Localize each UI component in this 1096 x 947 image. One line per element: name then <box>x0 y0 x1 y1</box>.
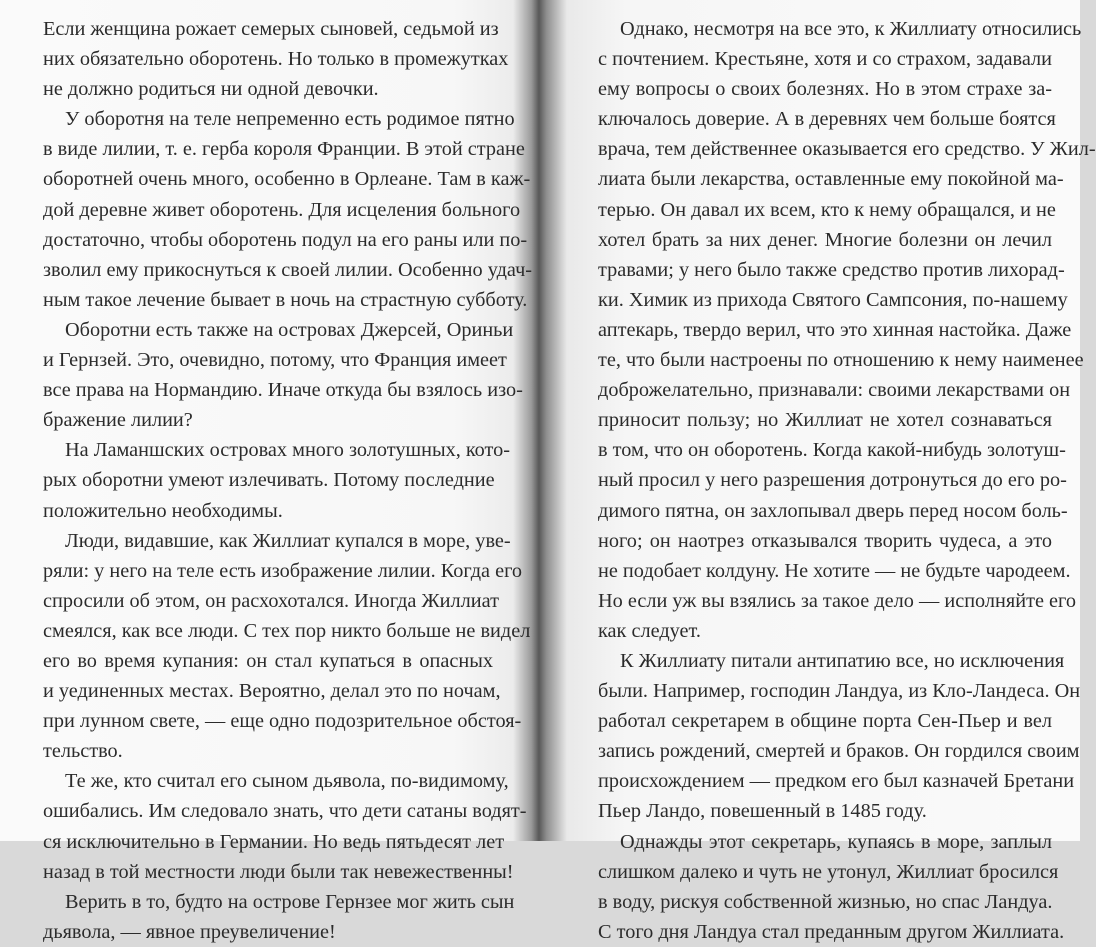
text-line: были. Например, господин Ландуа, из Кло-Ландеса. Он <box>598 680 1081 703</box>
text-line: все права на Нормандию. Иначе откуда бы взялось изо- <box>43 379 523 402</box>
text-line: при лунном свете, — еще одно подозрительное обстоя- <box>43 710 522 733</box>
right-page-text <box>598 14 1096 947</box>
text-line: ки. Химик из прихода Святого Сампсония, по-нашему <box>598 288 1068 311</box>
text-line: ный просил у него разрешения дотронуться до его ро- <box>598 469 1067 492</box>
text-line: приносит пользу; но Жиллиат не хотел сознаваться <box>598 409 1052 432</box>
text-line: ным такое лечение бывает в ночь на страстную субботу. <box>43 288 528 311</box>
text-line: как следует. <box>598 619 701 642</box>
text-line: Однако, несмотря на все это, к Жиллиату относились <box>620 18 1082 40</box>
text-line: аптекарь, твердо верил, что это хинная настойка. Даже <box>598 318 1072 341</box>
text-line: и Гернзей. Это, очевидно, потому, что Франция имеет <box>43 349 507 372</box>
text-line: бражение лилии? <box>43 409 193 432</box>
text-line: На Ламаншских островах много золотушных, кото- <box>65 439 511 462</box>
text-line: К Жиллиату питали антипатию все, но исключения <box>620 649 1065 672</box>
text-line: положительно необходимы. <box>43 499 283 522</box>
right-page <box>548 0 1096 943</box>
left-page <box>0 0 533 943</box>
text-line: и уединенных местах. Вероятно, делал это по ночам, <box>43 680 501 703</box>
text-line: димого пятна, он захлопывал дверь перед носом боль- <box>598 499 1068 522</box>
text-line: в том, что он оборотень. Когда какой-нибудь золотуш- <box>598 439 1066 462</box>
text-line: работал секретарем в общине порта Сен-Пьер и вел <box>598 710 1052 733</box>
text-line: рых оборотни умеют излечивать. Потому последние <box>43 469 495 492</box>
text-line: хотел брать за них денег. Многие болезни он лечил <box>598 228 1052 251</box>
text-line: Если женщина рожает семерых сыновей, седьмой из <box>43 18 499 40</box>
text-line: Однажды этот секретарь, купаясь в море, заплыл <box>620 830 1052 853</box>
text-line: зволил ему прикоснуться к своей лилии. Особенно удач- <box>43 258 533 281</box>
text-line: ключалось доверие. А в деревнях чем больше боятся <box>598 108 1056 131</box>
text-line: терью. Он давал их всем, кто к нему обращался, и не <box>598 198 1056 221</box>
text-line: Пьер Ландо, повешенный в 1485 году. <box>598 800 927 823</box>
text-line: ему вопросы о своих болезнях. Но в этом страхе за- <box>598 78 1052 101</box>
text-line: дой деревне живет оборотень. Для исцеления больного <box>43 198 521 221</box>
text-line: лиата были лекарства, оставленные ему покойной ма- <box>598 168 1064 191</box>
text-line: Оборотни есть также на островах Джерсей, Ориньи <box>65 318 514 341</box>
text-line: ного; он наотрез отказывался творить чудеса, а это <box>598 529 1052 552</box>
text-line: Люди, видавшие, как Жиллиат купался в море, уве- <box>65 529 511 552</box>
text-line: ошибались. Им следовало знать, что дети сатаны водят- <box>43 800 527 823</box>
text-line: происхождением — предком его был казначей Бретани <box>598 770 1075 793</box>
text-line: не подобает колдуну. Не хотите — не будьте чародеем. <box>598 559 1071 582</box>
text-line: слишком далеко и чуть не утонул, Жиллиат бросился <box>598 860 1059 883</box>
text-line: доброжелательно, признавали: своими лекарствами он <box>598 379 1071 402</box>
text-line: Верить в то, будто на острове Гернзее мог жить сын <box>65 890 515 913</box>
text-line: них обязательно оборотень. Но только в промежутках <box>43 48 509 71</box>
text-line: дьявола, — явное преувеличение! <box>43 920 336 943</box>
text-line: запись рождений, смертей и браков. Он гордился своим <box>598 740 1080 763</box>
text-line: в виде лилии, т. е. герба короля Франции. В этой стране <box>43 138 525 161</box>
text-line: ся исключительно в Германии. Но ведь пятьдесят лет <box>43 830 505 853</box>
text-line: С того дня Ландуа стал преданным другом Жиллиата. <box>598 920 1065 943</box>
text-line: оборотней очень много, особенно в Орлеане. Там в каж- <box>43 168 531 191</box>
text-line: травами; у него было также средство против лихорад- <box>598 258 1065 281</box>
text-line: в воду, рискуя собственной жизнью, но спас Ландуа. <box>598 890 1053 913</box>
text-line: Те же, кто считал его сыном дьявола, по-видимому, <box>65 770 509 793</box>
text-line: врача, тем действеннее оказывается его средство. У Жил- <box>598 138 1096 161</box>
text-line: ряли: у него на теле есть изображение лилии. Когда его <box>43 559 523 582</box>
text-line: не должно родиться ни одной девочки. <box>43 78 379 101</box>
text-line: Но если уж вы взялись за такое дело — исполняйте его <box>598 589 1076 612</box>
text-line: смеялся, как все люди. С тех пор никто больше не видел <box>43 619 531 642</box>
text-line: те, что были настроены по отношению к нему наименее <box>598 349 1084 372</box>
text-line: тельство. <box>43 740 123 763</box>
text-line: У оборотня на теле непременно есть родимое пятно <box>65 108 515 131</box>
text-line: назад в той местности люди были так невежественны! <box>43 860 514 883</box>
text-line: достаточно, чтобы оборотень подул на его раны или по- <box>43 228 528 251</box>
left-page-text <box>43 14 533 947</box>
text-line: с почтением. Крестьяне, хотя и со страхом, задавали <box>598 48 1052 71</box>
text-line: его во время купания: он стал купаться в опасных <box>43 649 493 672</box>
text-line: спросили об этом, он расхохотался. Иногда Жиллиат <box>43 589 499 612</box>
